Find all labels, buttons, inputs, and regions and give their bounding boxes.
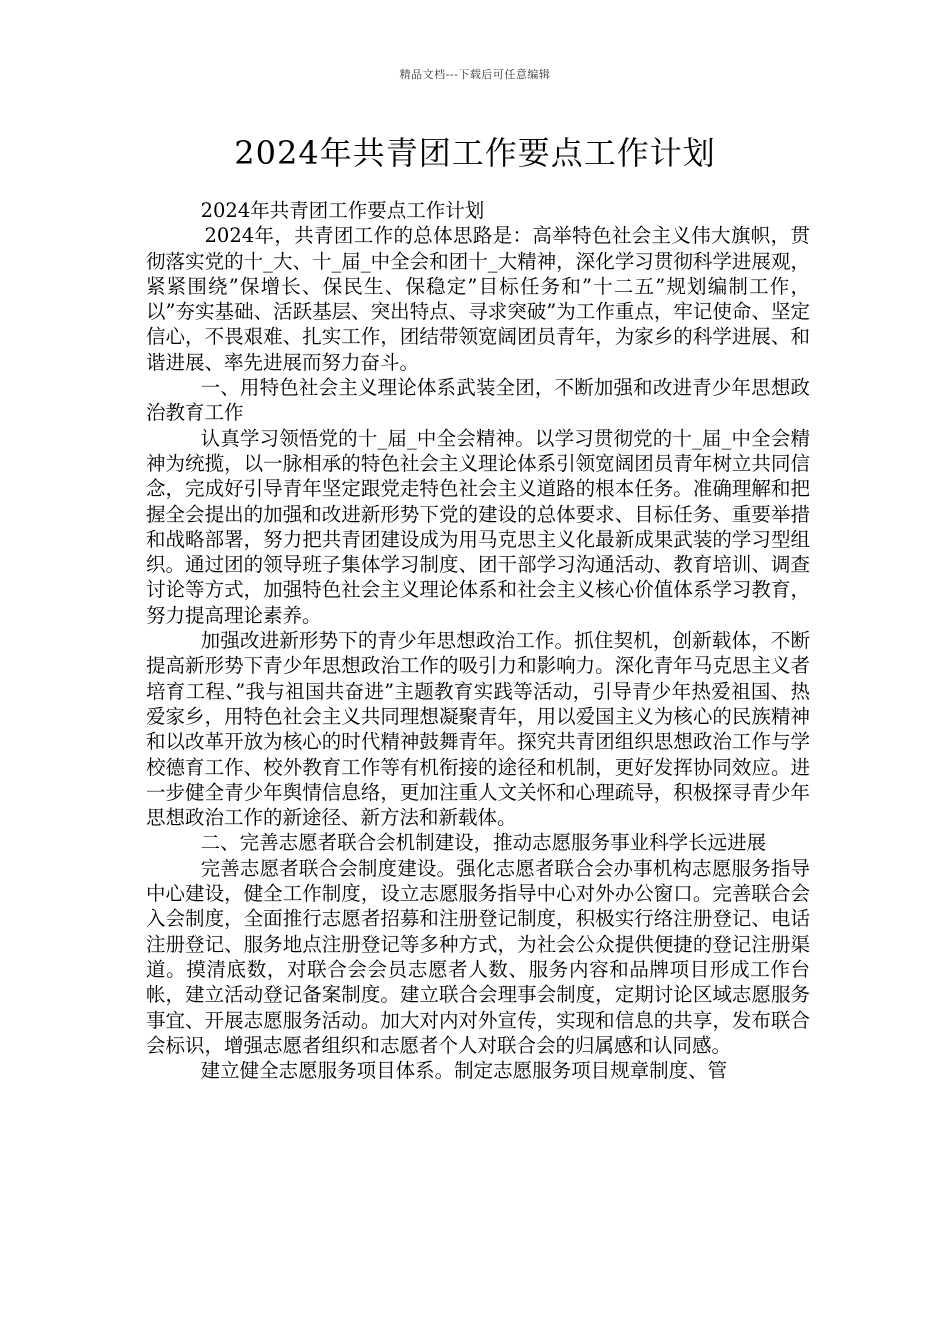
- body-paragraph: 2024年，共青团工作的总体思路是：高举特色社会主义伟大旗帜，贯彻落实党的十_大、十_届_中全会和团十_大精神，深化学习贯彻科学进展观，紧紧围绕”保增长、保民生、保稳定”目标任务和”十二五”规划编制工作，以”夯实基础、活跃基层、突出特点、寻求突破”为工作重点，牢记使命、坚定信心，不畏艰难、扎实工作，团结带领宽阔团员青年，为家乡的科学进展、和谐进展、率先进展而努力奋斗。: [146, 224, 810, 374]
- document-body: [146, 198, 810, 1083]
- body-paragraph: 加强改进新形势下的青少年思想政治工作。抓住契机，创新载体，不断提高新形势下青少年思想政治工作的吸引力和影响力。深化青年马克思主义者培育工程、”我与祖国共奋进”主题教育实践等活动，引导青少年热爱祖国、热爱家乡，用特色社会主义共同理想凝聚青年，用以爱国主义为核心的民族精神和以改革开放为核心的时代精神鼓舞青年。探究共青团组织思想政治工作与学校德育工作、校外教育工作等有机衔接的途径和机制，更好发挥协同效应。进一步健全青少年舆情信息络，更加注重人文关怀和心理疏导，积极探寻青少年思想政治工作的新途径、新方法和新载体。: [146, 629, 810, 830]
- body-subtitle: 2024年共青团工作要点工作计划: [200, 199, 485, 222]
- body-paragraph: 认真学习领悟党的十_届_中全会精神。以学习贯彻党的十_届_中全会精神为统揽，以一脉相承的特色社会主义理论体系引领宽阔团员青年树立共同信念，完成好引导青年坚定跟党走特色社会主义道路的根本任务。准确理解和把握全会提出的加强和改进新形势下党的建设的总体要求、目标任务、重要举措和战略部署，努力把共青团建设成为用马克思主义化最新成果武装的学习型组织。通过团的领导班子集体学习制度、团干部学习沟通活动、教育培训、调查讨论等方式，加强特色社会主义理论体系和社会主义核心价值体系学习教育，努力提高理论素养。: [146, 426, 810, 627]
- section-heading: 二、完善志愿者联合会机制建设，推动志愿服务事业科学长远进展: [200, 831, 767, 855]
- section-heading: 一、用特色社会主义理论体系武装全团，不断加强和改进青少年思想政治教育工作: [146, 376, 810, 425]
- header-note: 精品文档---下载后可任意编辑: [399, 68, 551, 81]
- body-paragraph: 建立健全志愿服务项目体系。制定志愿服务项目规章制度、管: [200, 1059, 728, 1083]
- document-title: 2024年共青团工作要点工作计划: [234, 134, 716, 172]
- body-paragraph: 完善志愿者联合会制度建设。强化志愿者联合会办事机构志愿服务指导中心建设，健全工作制度，设立志愿服务指导中心对外办公窗口。完善联合会入会制度，全面推行志愿者招募和注册登记制度，积极实行络注册登记、电话注册登记、服务地点注册登记等多种方式，为社会公众提供便捷的登记注册渠道。摸清底数，对联合会会员志愿者人数、服务内容和品牌项目形成工作台帐，建立活动登记备案制度。建立联合会理事会制度，定期讨论区域志愿服务事宜、开展志愿服务活动。加大对内对外宣传，实现和信息的共享，发布联合会标识，增强志愿者组织和志愿者个人对联合会的归属感和认同感。: [146, 856, 810, 1057]
